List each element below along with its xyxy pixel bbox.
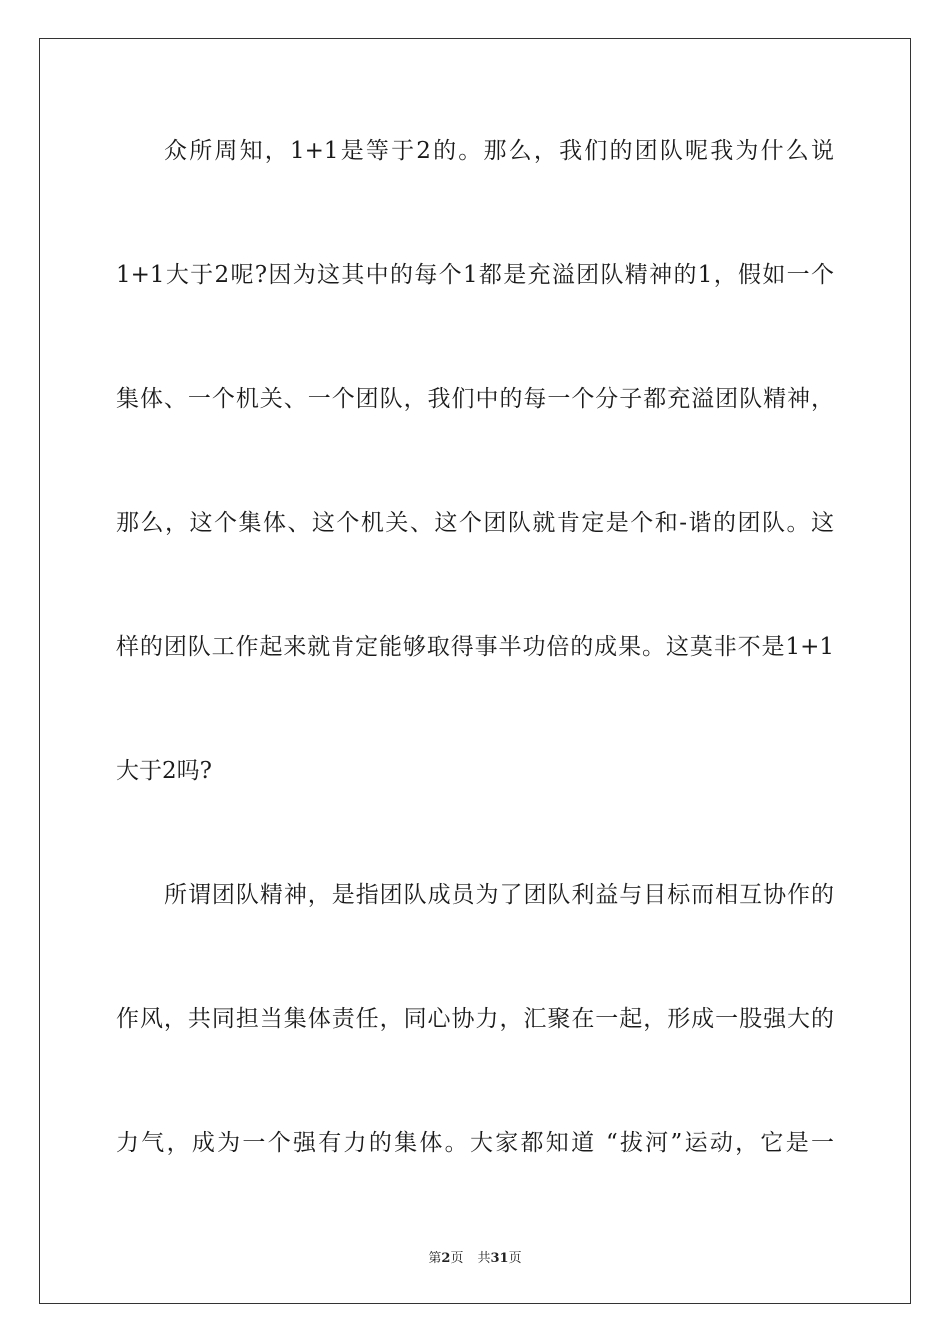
paragraph-line: 力气，成为一个强有力的集体。大家都知道 “拔河”运动，它是一 — [116, 1130, 834, 1156]
paragraph-line: 样的团队工作起来就肯定能够取得事半功倍的成果。这莫非不是1+1 — [116, 634, 834, 660]
page-number: 2 — [441, 1251, 451, 1266]
paragraph-line: 集体、一个机关、一个团队，我们中的每一个分子都充溢团队精神， — [116, 386, 834, 412]
page-prefix: 第 — [428, 1251, 442, 1266]
paragraph-line: 那么，这个集体、这个机关、这个团队就肯定是个和-谐的团队。这 — [116, 510, 834, 536]
page-suffix: 页 — [450, 1251, 464, 1266]
paragraph-line: 众所周知，1+1是等于2的。那么，我们的团队呢我为什么说 — [164, 138, 834, 164]
page-border — [39, 38, 911, 1304]
page-footer — [0, 1247, 950, 1266]
paragraph-line: 1+1大于2呢?因为这其中的每个1都是充溢团队精神的1，假如一个 — [116, 262, 834, 288]
total-pages: 31 — [490, 1251, 509, 1266]
total-suffix: 页 — [508, 1251, 522, 1266]
total-prefix: 共 — [477, 1251, 491, 1266]
paragraph-line: 所谓团队精神，是指团队成员为了团队利益与目标而相互协作的 — [164, 882, 834, 908]
paragraph-line: 作风，共同担当集体责任，同心协力，汇聚在一起，形成一股强大的 — [116, 1006, 834, 1032]
paragraph-line: 大于2吗? — [116, 758, 212, 784]
